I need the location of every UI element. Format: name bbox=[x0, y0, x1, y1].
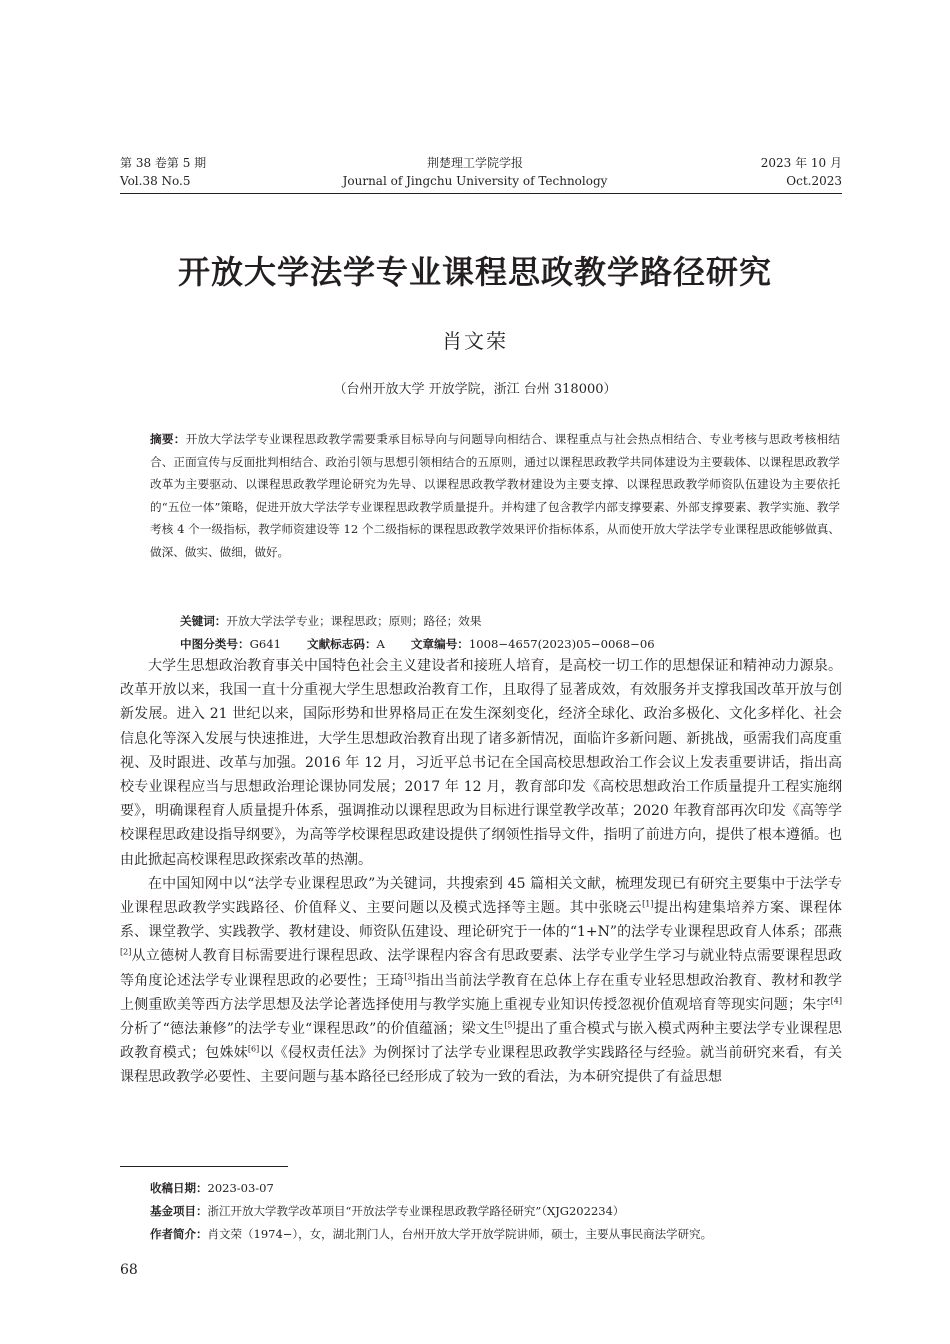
citation-4[interactable]: [4] bbox=[830, 996, 842, 1006]
abstract-label: 摘要： bbox=[150, 432, 186, 446]
header-date bbox=[761, 154, 842, 190]
article-author: 肖文荣 bbox=[442, 329, 508, 353]
article-id-label: 文章编号： bbox=[410, 637, 469, 651]
header-date-en: Oct.2023 bbox=[786, 174, 842, 188]
page-number: 68 bbox=[120, 1262, 138, 1278]
footnote-received: 收稿日期：2023-03-07 bbox=[150, 1181, 274, 1195]
footnotes bbox=[150, 1177, 842, 1245]
header-journal-en: Journal of Jingchu University of Technology bbox=[342, 174, 608, 188]
citation-3[interactable]: [3] bbox=[404, 971, 416, 981]
body-text bbox=[120, 654, 842, 1090]
doc-code-value: A bbox=[376, 637, 385, 651]
footnote-fund: 基金项目：浙江开放大学教学改革项目“开放法学专业课程思政教学路径研究”（XJG202234） bbox=[150, 1203, 625, 1218]
article-affiliation: （台州开放大学 开放学院，浙江 台州 318000） bbox=[333, 382, 617, 397]
header-volume bbox=[120, 154, 206, 190]
clc-value: G641 bbox=[249, 637, 281, 651]
citation-5[interactable]: [5] bbox=[504, 1020, 516, 1030]
footnote-author: 作者简介：肖文荣（1974−），女，湖北荆门人，台州开放大学开放学院讲师，硕士，主要从事民商法学研究。 bbox=[150, 1226, 713, 1241]
body-paragraph-2: 在中国知网中以“法学专业课程思政”为关键词，共搜索到 45 篇相关文献，梳理发现已有研究主要集中于法学专业课程思政教学实践路径、价值释义、主要问题以及模式选择等主题。其中张晓云[1]提出构建集培养方案、课程体系、课堂教学、实践教学、教材建设、师资队伍建设、理论研究于一体的“1+N”的法学专业课程思政育人体系；邵燕[2]从立德树人教育目标需要进行课程思政、法学课程内容含有思政要素、法学专业学生学习与就业特点需要课程思政等角度论述法学专业课程思政的必要性；王琦[3]指出当前法学教育在总体上存在重专业轻思想政治教育、教材和教学上侧重欧美等西方法学思想及法学论著选择使用与教学实施上重视专业知识传授忽视价值观培育等现实问题；朱宇[4]分析了“德法兼修”的法学专业“课程思政”的价值蕴涵；梁文生[5]提出了重合模式与嵌入模式两种主要法学专业课程思政教育模式；包姝妹[6]以《侵权责任法》为例探讨了法学专业课程思政教学实践路径与经验。就当前研究来看，有关课程思政教学必要性、主要问题与基本路径已经形成了较为一致的看法，为本研究提供了有益思想 bbox=[120, 875, 843, 1086]
header-volume-cn: 第 38 卷第 5 期 bbox=[120, 156, 207, 170]
abstract bbox=[150, 428, 840, 564]
citation-1[interactable]: [1] bbox=[642, 899, 654, 909]
citation-6[interactable]: [6] bbox=[247, 1044, 260, 1054]
doc-code-label: 文献标志码： bbox=[306, 637, 377, 651]
footnote-divider bbox=[120, 1166, 288, 1167]
header-journal bbox=[300, 154, 650, 190]
citation-2[interactable]: [2] bbox=[120, 947, 132, 957]
article-id-value: 1008−4657(2023)05−0068−06 bbox=[468, 637, 655, 651]
header-journal-cn: 荆楚理工学院学报 bbox=[426, 156, 523, 170]
header-volume-en: Vol.38 No.5 bbox=[120, 174, 191, 188]
clc-label: 中图分类号： bbox=[180, 637, 250, 651]
header-date-cn: 2023 年 10 月 bbox=[760, 156, 842, 170]
keywords bbox=[180, 610, 840, 632]
article-title: 开放大学法学专业课程思政教学路径研究 bbox=[177, 253, 772, 291]
header-divider bbox=[120, 193, 842, 194]
keywords-text: 开放大学法学专业；课程思政；原则；路径；效果 bbox=[226, 614, 482, 628]
classification-line bbox=[180, 633, 840, 655]
abstract-text: 开放大学法学专业课程思政教学需要秉承目标导向与问题导向相结合、课程重点与社会热点相结合、专业考核与思政考核相结合、正面宣传与反面批判相结合、政治引领与思想引领相结合的五原则，通过以课程思政教学共同体建设为主要载体、以课程思政教学改革为主要驱动、以课程思政教学理论研究为先导、以课程思政教学教材建设为主要支撑、以课程思政教学师资队伍建设为主要依托的“五位一体”策略，促进开放大学法学专业课程思政教学质量提升。并构建了包含教学内部支撑要素、外部支撑要素、教学实施、教学考核 4 个一级指标，教学师资建设等 12 个二级指标的课程思政教学效果评价指标体系，从而使开放大学法学专业课程思政能够做真、做深、做实、做细，做好。 bbox=[150, 432, 840, 559]
keywords-label: 关键词： bbox=[180, 614, 227, 628]
body-paragraph-1: 大学生思想政治教育事关中国特色社会主义建设者和接班人培育，是高校一切工作的思想保证和精神动力源泉。改革开放以来，我国一直十分重视大学生思想政治教育工作，且取得了显著成效，有效服务并支撑我国改革开放与创新发展。进入 21 世纪以来，国际形势和世界格局正在发生深刻变化，经济全球化、政治多极化、文化多样化、社会信息化等深入发展与快速推进，大学生思想政治教育出现了诸多新情况，面临许多新问题、新挑战，亟需我们高度重视、及时跟进、改革与加强。2016 年 12 月，习近平总书记在全国高校思想政治工作会议上发表重要讲话，指出高校专业课程应当与思想政治理论课协同发展；2017 年 12 月，教育部印发《高校思想政治工作质量提升工程实施纲要》，明确课程育人质量提升体系，强调推动以课程思政为目标进行课堂教学改革；2020 年教育部再次印发《高等学校课程思政建设指导纲要》，为高等学校课程思政建设提供了纲领性指导文件，指明了前进方向，提供了根本遵循。也由此掀起高校课程思政探索改革的热潮。 bbox=[120, 658, 842, 868]
